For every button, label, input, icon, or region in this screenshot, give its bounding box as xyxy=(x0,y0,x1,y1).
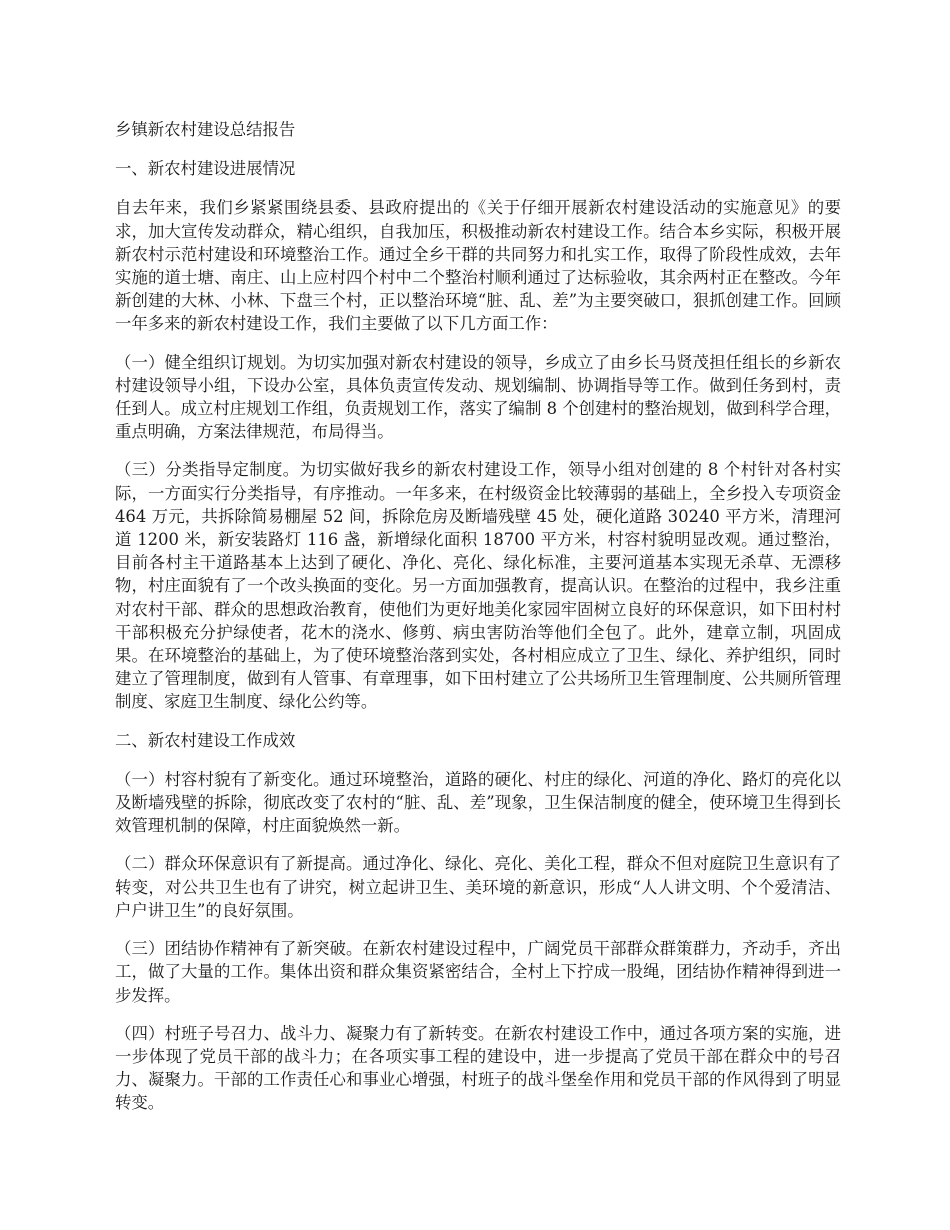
section-heading-results: 二、新农村建设工作成效 xyxy=(115,730,296,750)
paragraph-result-teamwork: （三）团结协作精神有了新突破。在新农村建设过程中，广阔党员干部群众群策群力，齐动手，齐出工，做了大量的工作。集体出资和群众集资紧密结合，全村上下拧成一股绳，团结协作精神得到进一步发挥。 xyxy=(115,939,841,1005)
paragraph-result-village: （一）村容村貌有了新变化。通过环境整治，道路的硬化、村庄的绿化、河道的净化、路灯的亮化以及断墙残壁的拆除，彻底改变了农村的“脏、乱、差”现象，卫生保洁制度的健全，使环境卫生得到长效管理机制的保障，村庄面貌焕然一新。 xyxy=(115,769,841,836)
document-page xyxy=(115,118,841,1130)
paragraph-organization: （一）健全组织订规划。为切实加强对新农村建设的领导，乡成立了由乡长马贤茂担任组长的乡新农村建设领导小组，下设办公室，具体负责宣传发动、规划编制、协调指导等工作。做到任务到村，责任到人。成立村庄规划工作组，负责规划工作，落实了编制 8 个创建村的整治规划，做到科学合理，重点明确，方案法律规范，布局得当。 xyxy=(115,352,841,442)
paragraph-intro: 自去年来，我们乡紧紧围绕县委、县政府提出的《关于仔细开展新农村建设活动的实施意见》的要求，加大宣传发动群众，精心组织，自我加压，积极推动新农村建设工作。结合本乡实际，积极开展新农村示范村建设和环境整治工作。通过全乡干群的共同努力和扎实工作，取得了阶段性成效，去年实施的道士塘、南庄、山上应村四个村中二个整治村顺利通过了达标验收，其余两村正在整改。今年新创建的大林、小林、下盘三个村，正以整治环境“脏、乱、差”为主要突破口，狠抓创建工作。回顾一年多来的新农村建设工作，我们主要做了以下几方面工作： xyxy=(115,198,841,334)
paragraph-result-awareness: （二）群众环保意识有了新提高。通过净化、绿化、亮化、美化工程，群众不但对庭院卫生意识有了转变，对公共卫生也有了讲究，树立起讲卫生、美环境的新意识，形成“人人讲文明、个个爱清洁、户户讲卫生”的良好氛围。 xyxy=(115,854,841,920)
paragraph-guidance: （三）分类指导定制度。为切实做好我乡的新农村建设工作，领导小组对创建的 8 个村针对各村实际，一方面实行分类指导，有序推动。一年多来，在村级资金比较薄弱的基础上，全乡投入专项资金 464 万元，共拆除简易棚屋 52 间，拆除危房及断墙残壁 45 处，硬化道路 30240 平方米，清理河道 1200 米，新安装路灯 116 盏，新增绿化面积 18700 平方米，村容村貌明显改观。通过整治，目前各村主干道路基本上达到了硬化、净化、亮化、绿化标准，主要河道基本实现无杀草、无漂移物，村庄面貌有了一个改头换面的变化。另一方面加强教育，提高认识。在整治的过程中，我乡注重对农村干部、群众的思想政治教育，使他们为更好地美化家园牢固树立良好的环保意识，如下田村村干部积极充分护绿使者，花木的浇水、修剪、病虫害防治等他们全包了。此外，建章立制，巩固成果。在环境整治的基础上，为了使环境整治落到实处，各村相应成立了卫生、绿化、养护组织，同时建立了管理制度，做到有人管事、有章理事，如下田村建立了公共场所卫生管理制度、公共厕所管理制度、家庭卫生制度、绿化公约等。 xyxy=(115,460,841,712)
document-title: 乡镇新农村建设总结报告 xyxy=(115,120,296,139)
section-heading-progress: 一、新农村建设进展情况 xyxy=(115,159,296,179)
paragraph-result-leadership: （四）村班子号召力、战斗力、凝聚力有了新转变。在新农村建设工作中，通过各项方案的实施，进一步体现了党员干部的战斗力；在各项实事工程的建设中，进一步提高了党员干部在群众中的号召力、凝聚力。干部的工作责任心和事业心增强，村班子的战斗堡垒作用和党员干部的作风得到了明显转变。 xyxy=(115,1023,841,1113)
